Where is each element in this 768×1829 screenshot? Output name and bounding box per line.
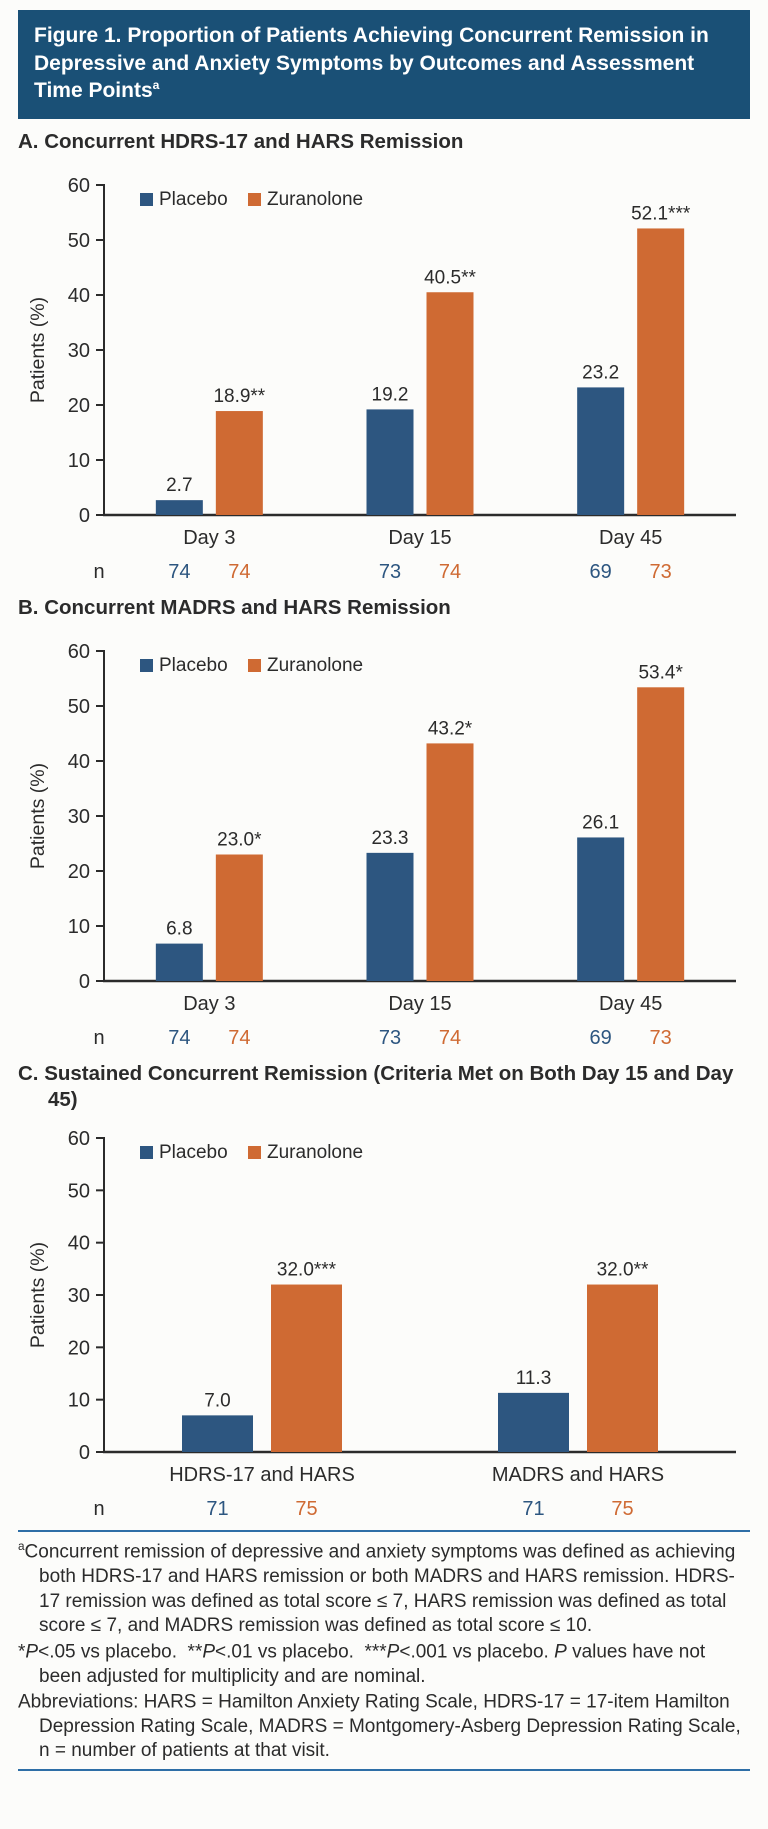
bar-zuranolone bbox=[271, 1285, 342, 1452]
y-tick-label: 40 bbox=[67, 750, 90, 773]
panel-b bbox=[0, 595, 768, 1051]
bar-placebo bbox=[498, 1393, 569, 1452]
legend-label-placebo: Placebo bbox=[159, 654, 228, 676]
y-tick-label: 0 bbox=[78, 504, 90, 527]
bar-value-label: 6.8 bbox=[166, 918, 193, 940]
bottom-rule bbox=[18, 1769, 750, 1771]
y-tick-label: 10 bbox=[67, 1390, 90, 1413]
n-value: 75 bbox=[611, 1498, 634, 1521]
footnote-text: *P<.05 vs placebo. **P<.01 vs placebo. ***P<.001 vs placebo. P values have not been adjusted for multiplicity and are nominal. bbox=[18, 1641, 711, 1687]
legend-swatch-zuranolone bbox=[248, 1146, 261, 1159]
figure-page bbox=[0, 10, 768, 1771]
bar-value-label: 19.2 bbox=[371, 384, 409, 406]
n-value: 74 bbox=[228, 1026, 251, 1049]
n-value: 75 bbox=[295, 1498, 318, 1521]
footnote-definition bbox=[18, 1539, 750, 1638]
n-value: 69 bbox=[589, 560, 612, 583]
chart-panel-b bbox=[0, 623, 768, 1051]
bar-value-label: 7.0 bbox=[204, 1390, 231, 1412]
bar-placebo bbox=[577, 837, 624, 981]
bar-zuranolone bbox=[637, 228, 684, 515]
y-tick-label: 30 bbox=[67, 805, 90, 828]
y-axis-title: Patients (%) bbox=[27, 1242, 49, 1349]
chart-panel-a bbox=[0, 157, 768, 585]
y-tick-label: 60 bbox=[67, 640, 90, 663]
bar-value-label: 32.0*** bbox=[276, 1260, 337, 1282]
y-tick-label: 10 bbox=[67, 449, 90, 472]
y-tick-label: 0 bbox=[78, 970, 90, 993]
footnote-marker: a bbox=[18, 1540, 25, 1554]
bar-value-label: 23.3 bbox=[371, 827, 409, 849]
n-value: 69 bbox=[589, 1026, 612, 1049]
legend-label-zuranolone: Zuranolone bbox=[267, 1142, 364, 1164]
n-value: 73 bbox=[378, 1026, 402, 1049]
y-tick-label: 20 bbox=[67, 394, 90, 417]
bar-value-label: 2.7 bbox=[166, 475, 193, 497]
legend bbox=[140, 655, 363, 676]
y-tick-label: 50 bbox=[67, 1180, 90, 1203]
n-row-label: n bbox=[93, 560, 105, 583]
bar-value-label: 53.4* bbox=[638, 662, 683, 684]
legend-label-zuranolone: Zuranolone bbox=[267, 654, 364, 676]
y-tick-label: 20 bbox=[67, 1337, 90, 1360]
x-category-label: Day 15 bbox=[388, 526, 452, 549]
figure-title-superscript: a bbox=[152, 78, 160, 93]
legend-swatch-zuranolone bbox=[248, 659, 261, 672]
x-category-label: Day 3 bbox=[183, 992, 236, 1015]
n-value: 71 bbox=[522, 1498, 545, 1521]
y-axis-ticks bbox=[68, 175, 104, 527]
y-axis-ticks bbox=[68, 641, 104, 993]
y-tick-label: 60 bbox=[67, 1128, 90, 1151]
legend-swatch-zuranolone bbox=[248, 193, 261, 206]
n-value: 74 bbox=[438, 560, 462, 583]
bar-value-label: 11.3 bbox=[515, 1368, 552, 1390]
panel-c-title: C. Sustained Concurrent Remission (Criteria Met on Both Day 15 and Day 45) bbox=[18, 1061, 734, 1111]
y-tick-label: 50 bbox=[67, 695, 90, 718]
bar-value-label: 26.1 bbox=[582, 812, 620, 834]
bar-zuranolone bbox=[216, 854, 263, 981]
y-tick-label: 10 bbox=[67, 915, 90, 938]
y-axis-title: Patients (%) bbox=[27, 296, 49, 404]
panel-b-title: B. Concurrent MADRS and HARS Remission bbox=[18, 595, 451, 619]
bar-value-label: 23.2 bbox=[582, 362, 620, 384]
footnote-text: Concurrent remission of depressive and anxiety symptoms was defined as achieving both HDRS-17 and HARS remission or both MADRS and HARS remission. HDRS-17 remission was defined as total score ≤ 7, HARS remission was defined as total score ≤ 7, and MADRS remission was defined as total score ≤ 10. bbox=[24, 1541, 741, 1637]
chart-panel-c bbox=[0, 1114, 768, 1522]
y-tick-label: 30 bbox=[67, 339, 90, 362]
n-value: 74 bbox=[168, 1026, 191, 1049]
x-category-label: Day 15 bbox=[388, 992, 452, 1015]
footnote-text: Abbreviations: HARS = Hamilton Anxiety Rating Scale, HDRS-17 = 17-item Hamilton Depression Rating Scale, MADRS = Montgomery-Asberg Depression Rating Scale, n = number of patients at that visit. bbox=[18, 1691, 747, 1762]
y-tick-label: 50 bbox=[67, 229, 90, 252]
bar-placebo bbox=[367, 853, 414, 981]
panel-a bbox=[0, 129, 768, 585]
n-value: 73 bbox=[649, 560, 672, 583]
bar-value-label: 23.0* bbox=[217, 829, 262, 851]
footnote-divider-rule bbox=[18, 1530, 750, 1532]
legend bbox=[140, 189, 363, 210]
legend-swatch-placebo bbox=[140, 659, 153, 672]
legend-label-zuranolone: Zuranolone bbox=[267, 188, 364, 210]
bar-value-label: 18.9** bbox=[213, 386, 266, 408]
bar-placebo bbox=[182, 1416, 253, 1453]
n-value: 74 bbox=[438, 1026, 462, 1049]
bar-zuranolone bbox=[587, 1285, 658, 1452]
y-tick-label: 0 bbox=[78, 1442, 90, 1465]
y-tick-label: 60 bbox=[67, 174, 90, 197]
y-tick-label: 40 bbox=[67, 284, 90, 307]
bar-value-label: 52.1*** bbox=[631, 203, 691, 225]
x-category-label: HDRS-17 and HARS bbox=[169, 1464, 355, 1487]
n-value: 73 bbox=[378, 560, 402, 583]
footnote-pvalues bbox=[18, 1639, 750, 1689]
x-category-label: Day 45 bbox=[598, 526, 663, 549]
x-category-label: Day 3 bbox=[183, 526, 236, 549]
n-value: 74 bbox=[168, 560, 191, 583]
n-value: 73 bbox=[649, 1026, 672, 1049]
n-value: 71 bbox=[206, 1498, 229, 1521]
n-row-label: n bbox=[93, 1026, 105, 1049]
panel-c bbox=[0, 1061, 768, 1523]
bar-placebo bbox=[156, 500, 203, 515]
y-axis-ticks bbox=[68, 1128, 104, 1464]
bar-zuranolone bbox=[216, 411, 263, 515]
legend-label-placebo: Placebo bbox=[159, 1142, 228, 1164]
n-value: 74 bbox=[228, 560, 251, 583]
x-category-label: Day 45 bbox=[598, 992, 663, 1015]
bar-zuranolone bbox=[427, 743, 474, 981]
bar-placebo bbox=[156, 943, 203, 980]
legend bbox=[140, 1142, 363, 1163]
figure-title: Figure 1. Proportion of Patients Achieving Concurrent Remission in Depressive and Anxiety Symptoms by Outcomes and Assessment Time Points bbox=[34, 24, 709, 103]
bar-zuranolone bbox=[427, 292, 474, 515]
bar-zuranolone bbox=[637, 687, 684, 981]
bar-placebo bbox=[367, 409, 414, 515]
y-tick-label: 30 bbox=[67, 1285, 90, 1308]
footnote-abbreviations bbox=[18, 1689, 750, 1764]
panel-a-title: A. Concurrent HDRS-17 and HARS Remission bbox=[18, 130, 464, 154]
footnotes bbox=[18, 1539, 750, 1763]
x-category-label: MADRS and HARS bbox=[491, 1464, 665, 1487]
y-axis-title: Patients (%) bbox=[27, 762, 49, 869]
y-tick-label: 40 bbox=[67, 1233, 90, 1256]
bar-value-label: 43.2* bbox=[427, 718, 473, 740]
bar-value-label: 40.5** bbox=[424, 267, 476, 289]
legend-swatch-placebo bbox=[140, 1146, 153, 1159]
legend-swatch-placebo bbox=[140, 193, 153, 206]
bar-placebo bbox=[577, 387, 624, 515]
y-tick-label: 20 bbox=[67, 860, 90, 883]
bar-value-label: 32.0** bbox=[596, 1260, 649, 1282]
figure-title-banner bbox=[18, 10, 750, 119]
legend-label-placebo: Placebo bbox=[159, 188, 228, 210]
n-row-label: n bbox=[93, 1498, 105, 1521]
